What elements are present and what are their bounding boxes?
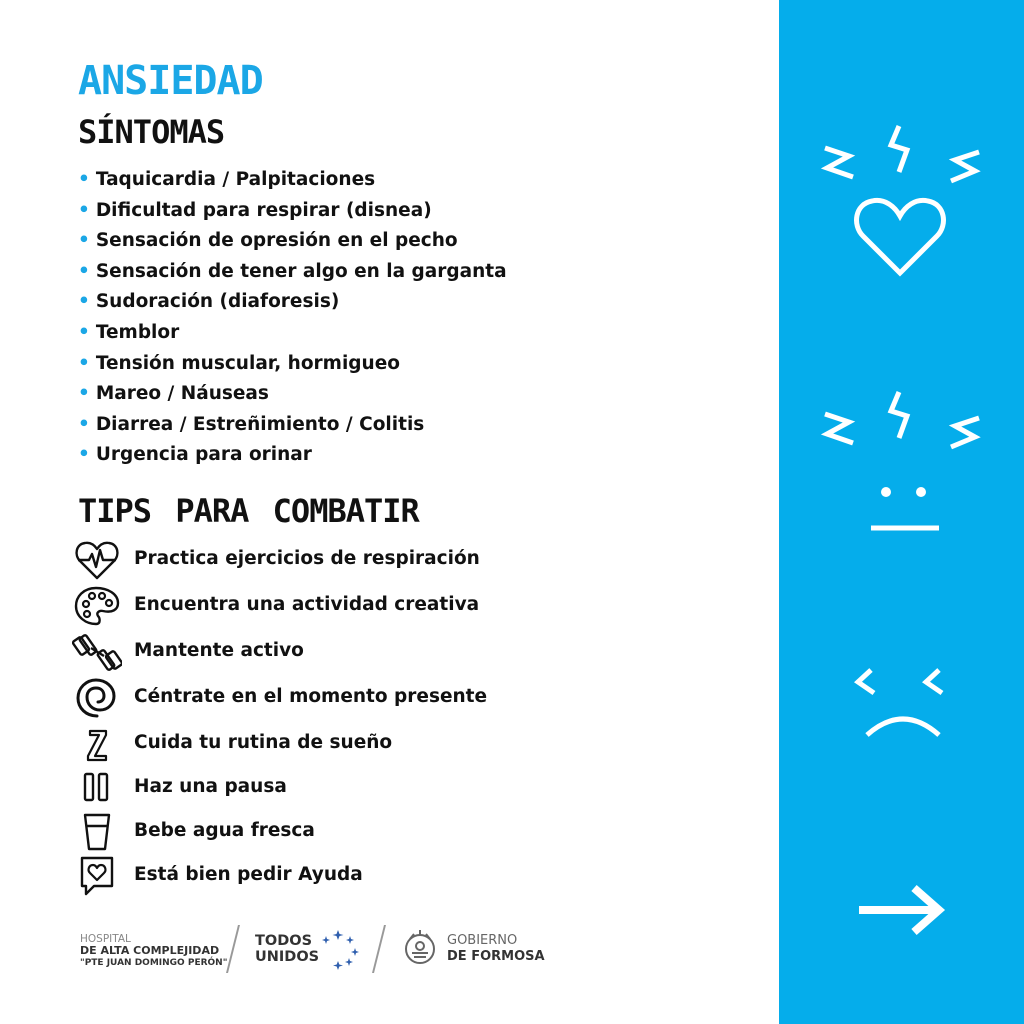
divider — [226, 925, 240, 973]
list-item: • Sensación de opresión en el pecho — [78, 230, 458, 252]
tip-label: Haz una pausa — [134, 776, 287, 797]
page-title: ANSIEDAD — [78, 58, 263, 104]
list-item: • Sudoración (diaforesis) — [78, 291, 340, 313]
pause-icon — [72, 766, 122, 810]
formosa-crest-icon — [402, 929, 438, 967]
tip-item — [72, 584, 532, 628]
help-chat-heart-icon — [72, 854, 122, 898]
symptoms-list — [78, 166, 507, 472]
bullet-icon: • — [78, 260, 90, 282]
spiral-icon — [72, 676, 122, 720]
stressed-heart-icon — [825, 126, 979, 273]
symptoms-heading: SÍNTOMAS — [78, 113, 225, 151]
tip-label: Bebe agua fresca — [134, 820, 315, 841]
neutral-face-icon — [825, 392, 979, 528]
bullet-icon: • — [78, 444, 90, 466]
tip-label: Cuida tu rutina de sueño — [134, 732, 393, 753]
bullet-icon: • — [78, 383, 90, 405]
palette-icon — [72, 584, 122, 628]
tip-label: Practica ejercicios de respiración — [134, 548, 480, 569]
sleep-z-icon — [72, 722, 122, 766]
stars-ring-icon — [316, 927, 360, 971]
tip-item — [72, 538, 532, 582]
tip-item — [72, 854, 532, 898]
side-panel-graphics — [779, 0, 1024, 1024]
tip-label: Encuentra una actividad creativa — [134, 594, 480, 615]
todos-unidos-logo: TODOS UNIDOS — [255, 933, 320, 965]
tip-item — [72, 676, 532, 720]
list-item: • Mareo / Náuseas — [78, 383, 269, 405]
sad-face-icon — [858, 670, 942, 735]
divider — [372, 925, 386, 973]
bullet-icon: • — [78, 169, 90, 190]
arrow-right-icon — [859, 888, 939, 932]
tips-heading: TIPS PARA COMBATIR — [78, 492, 419, 530]
list-item: • Diarrea / Estreñimiento / Colitis — [78, 413, 425, 435]
dumbbell-icon — [72, 630, 122, 674]
water-glass-icon — [72, 810, 122, 854]
list-item: • Temblor — [78, 321, 180, 343]
bullet-icon: • — [78, 352, 90, 374]
list-item: • Tensión muscular, hormigueo — [78, 352, 400, 374]
footer — [0, 915, 779, 985]
tip-item — [72, 810, 532, 854]
bullet-icon: • — [78, 230, 90, 252]
side-panel — [779, 0, 1024, 1024]
bullet-icon: • — [78, 413, 90, 435]
bullet-icon: • — [78, 321, 90, 343]
tip-label: Mantente activo — [134, 640, 304, 661]
list-item: • Dificultad para respirar (disnea) — [78, 199, 432, 221]
tip-item — [72, 766, 532, 810]
bullet-icon: • — [78, 199, 90, 221]
tip-label: Céntrate en el momento presente — [134, 686, 488, 707]
list-item: • Taquicardia / Palpitaciones — [78, 169, 376, 190]
bullet-icon: • — [78, 291, 90, 313]
list-item: • Sensación de tener algo en la garganta — [78, 260, 507, 282]
tip-label: Está bien pedir Ayuda — [134, 864, 363, 885]
heartbeat-icon — [72, 538, 122, 582]
tip-item — [72, 722, 532, 766]
hospital-logo: HOSPITAL DE ALTA COMPLEJIDAD "PTE JUAN DOMINGO PERÓN" — [80, 933, 228, 968]
tip-item — [72, 630, 532, 674]
gobierno-formosa-logo: GOBIERNO DE FORMOSA — [447, 933, 545, 964]
list-item: • Urgencia para orinar — [78, 444, 312, 466]
